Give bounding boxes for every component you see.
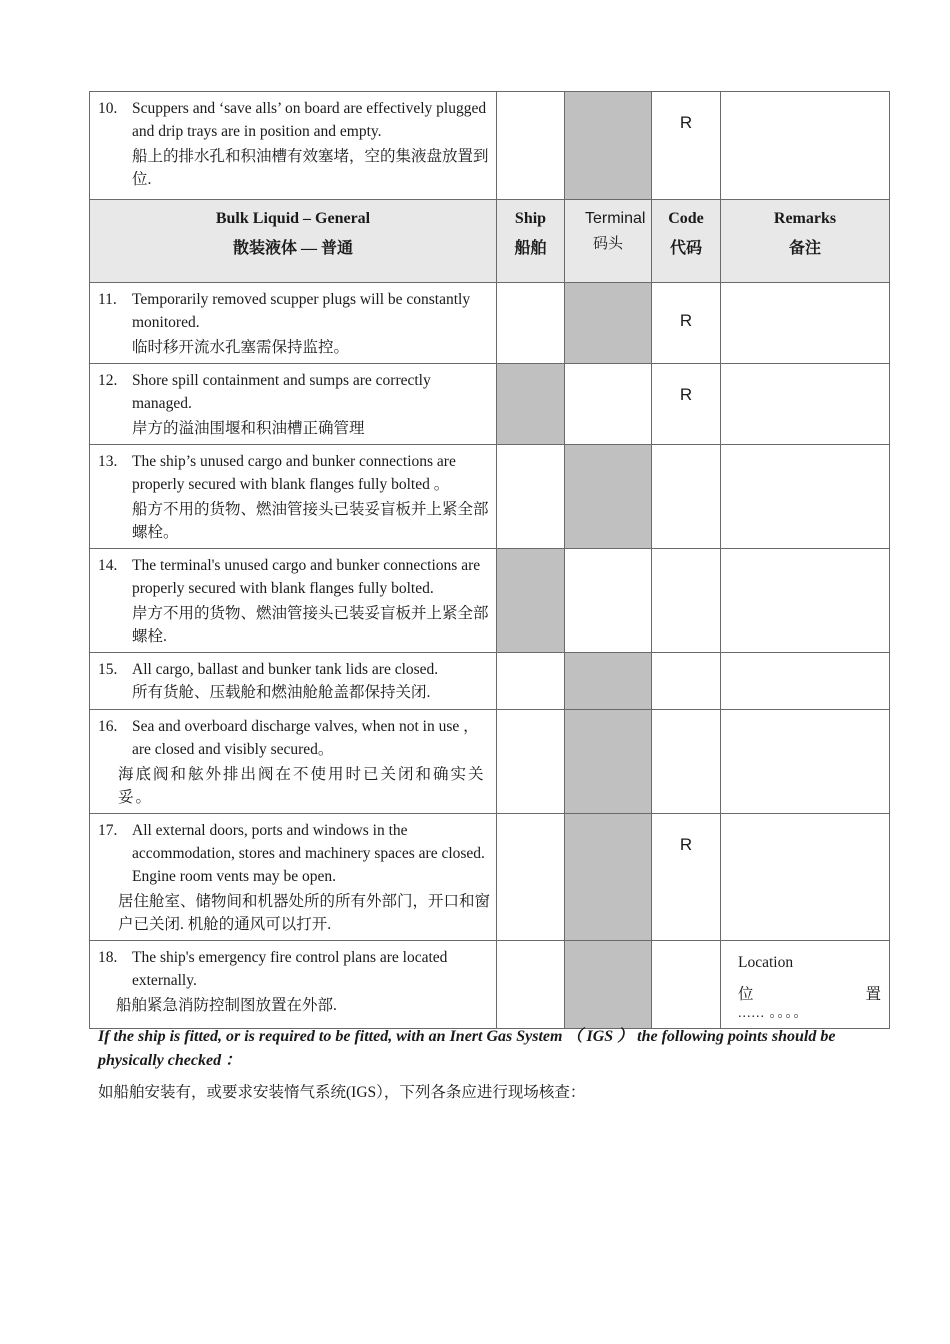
item-text-en: The ship's emergency fire control plans are located externally. [132, 949, 448, 989]
terminal-check-cell-shaded [565, 445, 652, 549]
igs-note-zh: 如船舶安装有，或要求安装惰气系统(IGS），下列各条应进行现场核查： [98, 1084, 586, 1101]
section-title-en: Bulk Liquid – General [215, 210, 371, 227]
ship-check-cell[interactable] [497, 941, 565, 1029]
code-value: R [679, 385, 693, 404]
section-header-row [90, 200, 890, 283]
ship-check-cell-shaded [497, 549, 565, 653]
code-value [652, 549, 720, 570]
item-text-zh: 船方不用的货物、燃油管接头已装妥盲板并上紧全部螺栓。 [132, 501, 489, 541]
ship-check-cell[interactable] [497, 710, 565, 814]
ship-header-zh: 船舶 [514, 240, 547, 257]
code-value: R [679, 835, 693, 854]
item-cell [90, 445, 497, 549]
checklist-row-18 [90, 941, 890, 1029]
item-text-en: The terminal's unused cargo and bunker connections are properly secured with blank flanges fully bolted. [132, 557, 481, 597]
terminal-header-zh: 码头 [592, 234, 623, 252]
remarks-cell[interactable] [721, 92, 890, 200]
checklist-row-17 [90, 814, 890, 941]
terminal-header-en: Terminal [585, 210, 646, 227]
item-cell [90, 364, 497, 445]
remarks-cell[interactable] [721, 283, 890, 364]
item-number: 14. [98, 557, 118, 574]
code-value [652, 653, 720, 674]
item-text-zh: 船舶紧急消防控制图放置在外部. [116, 997, 337, 1014]
item-text-zh: 船上的排水孔和积油槽有效塞堵，空的集液盘放置到位. [132, 148, 489, 188]
item-text-en: The ship’s unused cargo and bunker connections are properly secured with blank flanges fully bolted 。 [132, 453, 456, 493]
remarks-cell-location[interactable] [721, 941, 890, 1029]
remarks-header-zh: 备注 [788, 240, 821, 257]
remarks-cell[interactable] [721, 653, 890, 710]
remarks-header-en: Remarks [773, 210, 837, 227]
item-text-zh: 临时移开流水孔塞需保持监控。 [132, 339, 350, 356]
item-text-zh: 所有货舱、压载舱和燃油舱舱盖都保持关闭. [132, 684, 431, 701]
item-text-zh: 岸方的溢油围堰和积油槽正确管理 [132, 420, 365, 437]
code-cell [652, 364, 721, 445]
item-number: 12. [98, 372, 118, 389]
checklist-row-10 [90, 92, 890, 200]
code-value [652, 445, 720, 466]
item-text-zh: 岸方不用的货物、燃油管接头已装妥盲板并上紧全部螺栓. [132, 605, 489, 645]
item-text-en: Shore spill containment and sumps are correctly managed. [132, 372, 431, 412]
checklist-row-12 [90, 364, 890, 445]
terminal-check-cell[interactable] [565, 549, 652, 653]
terminal-check-cell-shaded [565, 283, 652, 364]
code-value: R [679, 311, 693, 330]
terminal-check-cell-shaded [565, 653, 652, 710]
checklist-row-11 [90, 283, 890, 364]
ship-shore-checklist-table [89, 91, 890, 1029]
header-ship [497, 200, 565, 283]
remarks-cell[interactable] [721, 549, 890, 653]
terminal-check-cell-shaded [565, 710, 652, 814]
code-cell [652, 814, 721, 941]
item-text-zh: 海底阀和舷外排出阀在不使用时已关闭和确实关妥。 [118, 766, 486, 806]
header-remarks [721, 200, 890, 283]
code-cell [652, 710, 721, 814]
item-cell [90, 549, 497, 653]
item-cell [90, 710, 497, 814]
ship-check-cell[interactable] [497, 445, 565, 549]
header-terminal [565, 200, 652, 283]
item-text-en: All cargo, ballast and bunker tank lids are closed. [132, 661, 439, 678]
item-number: 16. [98, 718, 118, 735]
terminal-check-cell-shaded [565, 814, 652, 941]
code-value: R [679, 113, 693, 132]
item-number: 17. [98, 822, 118, 839]
location-label-zh-1: 位 [738, 986, 754, 1003]
remarks-cell[interactable] [721, 814, 890, 941]
location-label-zh-2: 置 [865, 986, 881, 1003]
checklist-row-13 [90, 445, 890, 549]
item-cell [90, 283, 497, 364]
item-text-en: All external doors, ports and windows in the accommodation, stores and machinery spaces are closed. Engine room vents may be open. [132, 822, 485, 885]
location-label-en: Location [738, 954, 794, 971]
ship-header-en: Ship [514, 210, 547, 227]
code-cell [652, 283, 721, 364]
checklist-row-16 [90, 710, 890, 814]
item-number: 13. [98, 453, 118, 470]
code-header-zh: 代码 [669, 240, 702, 257]
ship-check-cell[interactable] [497, 92, 565, 200]
code-cell [652, 92, 721, 200]
ship-check-cell[interactable] [497, 653, 565, 710]
terminal-check-cell[interactable] [565, 364, 652, 445]
code-cell [652, 445, 721, 549]
code-header-en: Code [668, 210, 704, 227]
location-fill-dots: ...... 。。。。 [738, 1006, 809, 1021]
ship-check-cell-shaded [497, 364, 565, 445]
item-number: 18. [98, 949, 118, 966]
item-cell [90, 941, 497, 1029]
item-text-en: Sea and overboard discharge valves, when not in use ， are closed and visibly secured。 [132, 718, 479, 758]
igs-note-en: If the ship is fitted, or is required to be fitted, with an Inert Gas System （ IGS ） the following points should be physically checked ： [98, 1028, 836, 1069]
item-cell [90, 92, 497, 200]
terminal-check-cell-shaded [565, 941, 652, 1029]
ship-check-cell[interactable] [497, 283, 565, 364]
header-section-title [90, 200, 497, 283]
section-title-zh: 散装液体 — 普通 [232, 240, 353, 257]
item-number: 10. [98, 100, 118, 117]
code-value [652, 941, 720, 962]
item-cell [90, 653, 497, 710]
remarks-cell[interactable] [721, 710, 890, 814]
remarks-cell[interactable] [721, 445, 890, 549]
checklist-row-15 [90, 653, 890, 710]
code-cell [652, 941, 721, 1029]
item-number: 11. [98, 291, 117, 308]
code-cell [652, 549, 721, 653]
ship-check-cell[interactable] [497, 814, 565, 941]
item-number: 15. [98, 661, 118, 678]
header-code [652, 200, 721, 283]
item-text-en: Temporarily removed scupper plugs will be constantly monitored. [132, 291, 471, 331]
remarks-cell[interactable] [721, 364, 890, 445]
terminal-check-cell-shaded [565, 92, 652, 200]
item-cell [90, 814, 497, 941]
item-text-en: Scuppers and ‘save alls’ on board are effectively plugged and drip trays are in position and empty. [132, 100, 487, 140]
item-text-zh: 居住舱室、储物间和机器处所的所有外部门，开口和窗户已关闭. 机舱的通风可以打开. [118, 893, 491, 933]
code-value [652, 710, 720, 731]
checklist-row-14 [90, 549, 890, 653]
code-cell [652, 653, 721, 710]
